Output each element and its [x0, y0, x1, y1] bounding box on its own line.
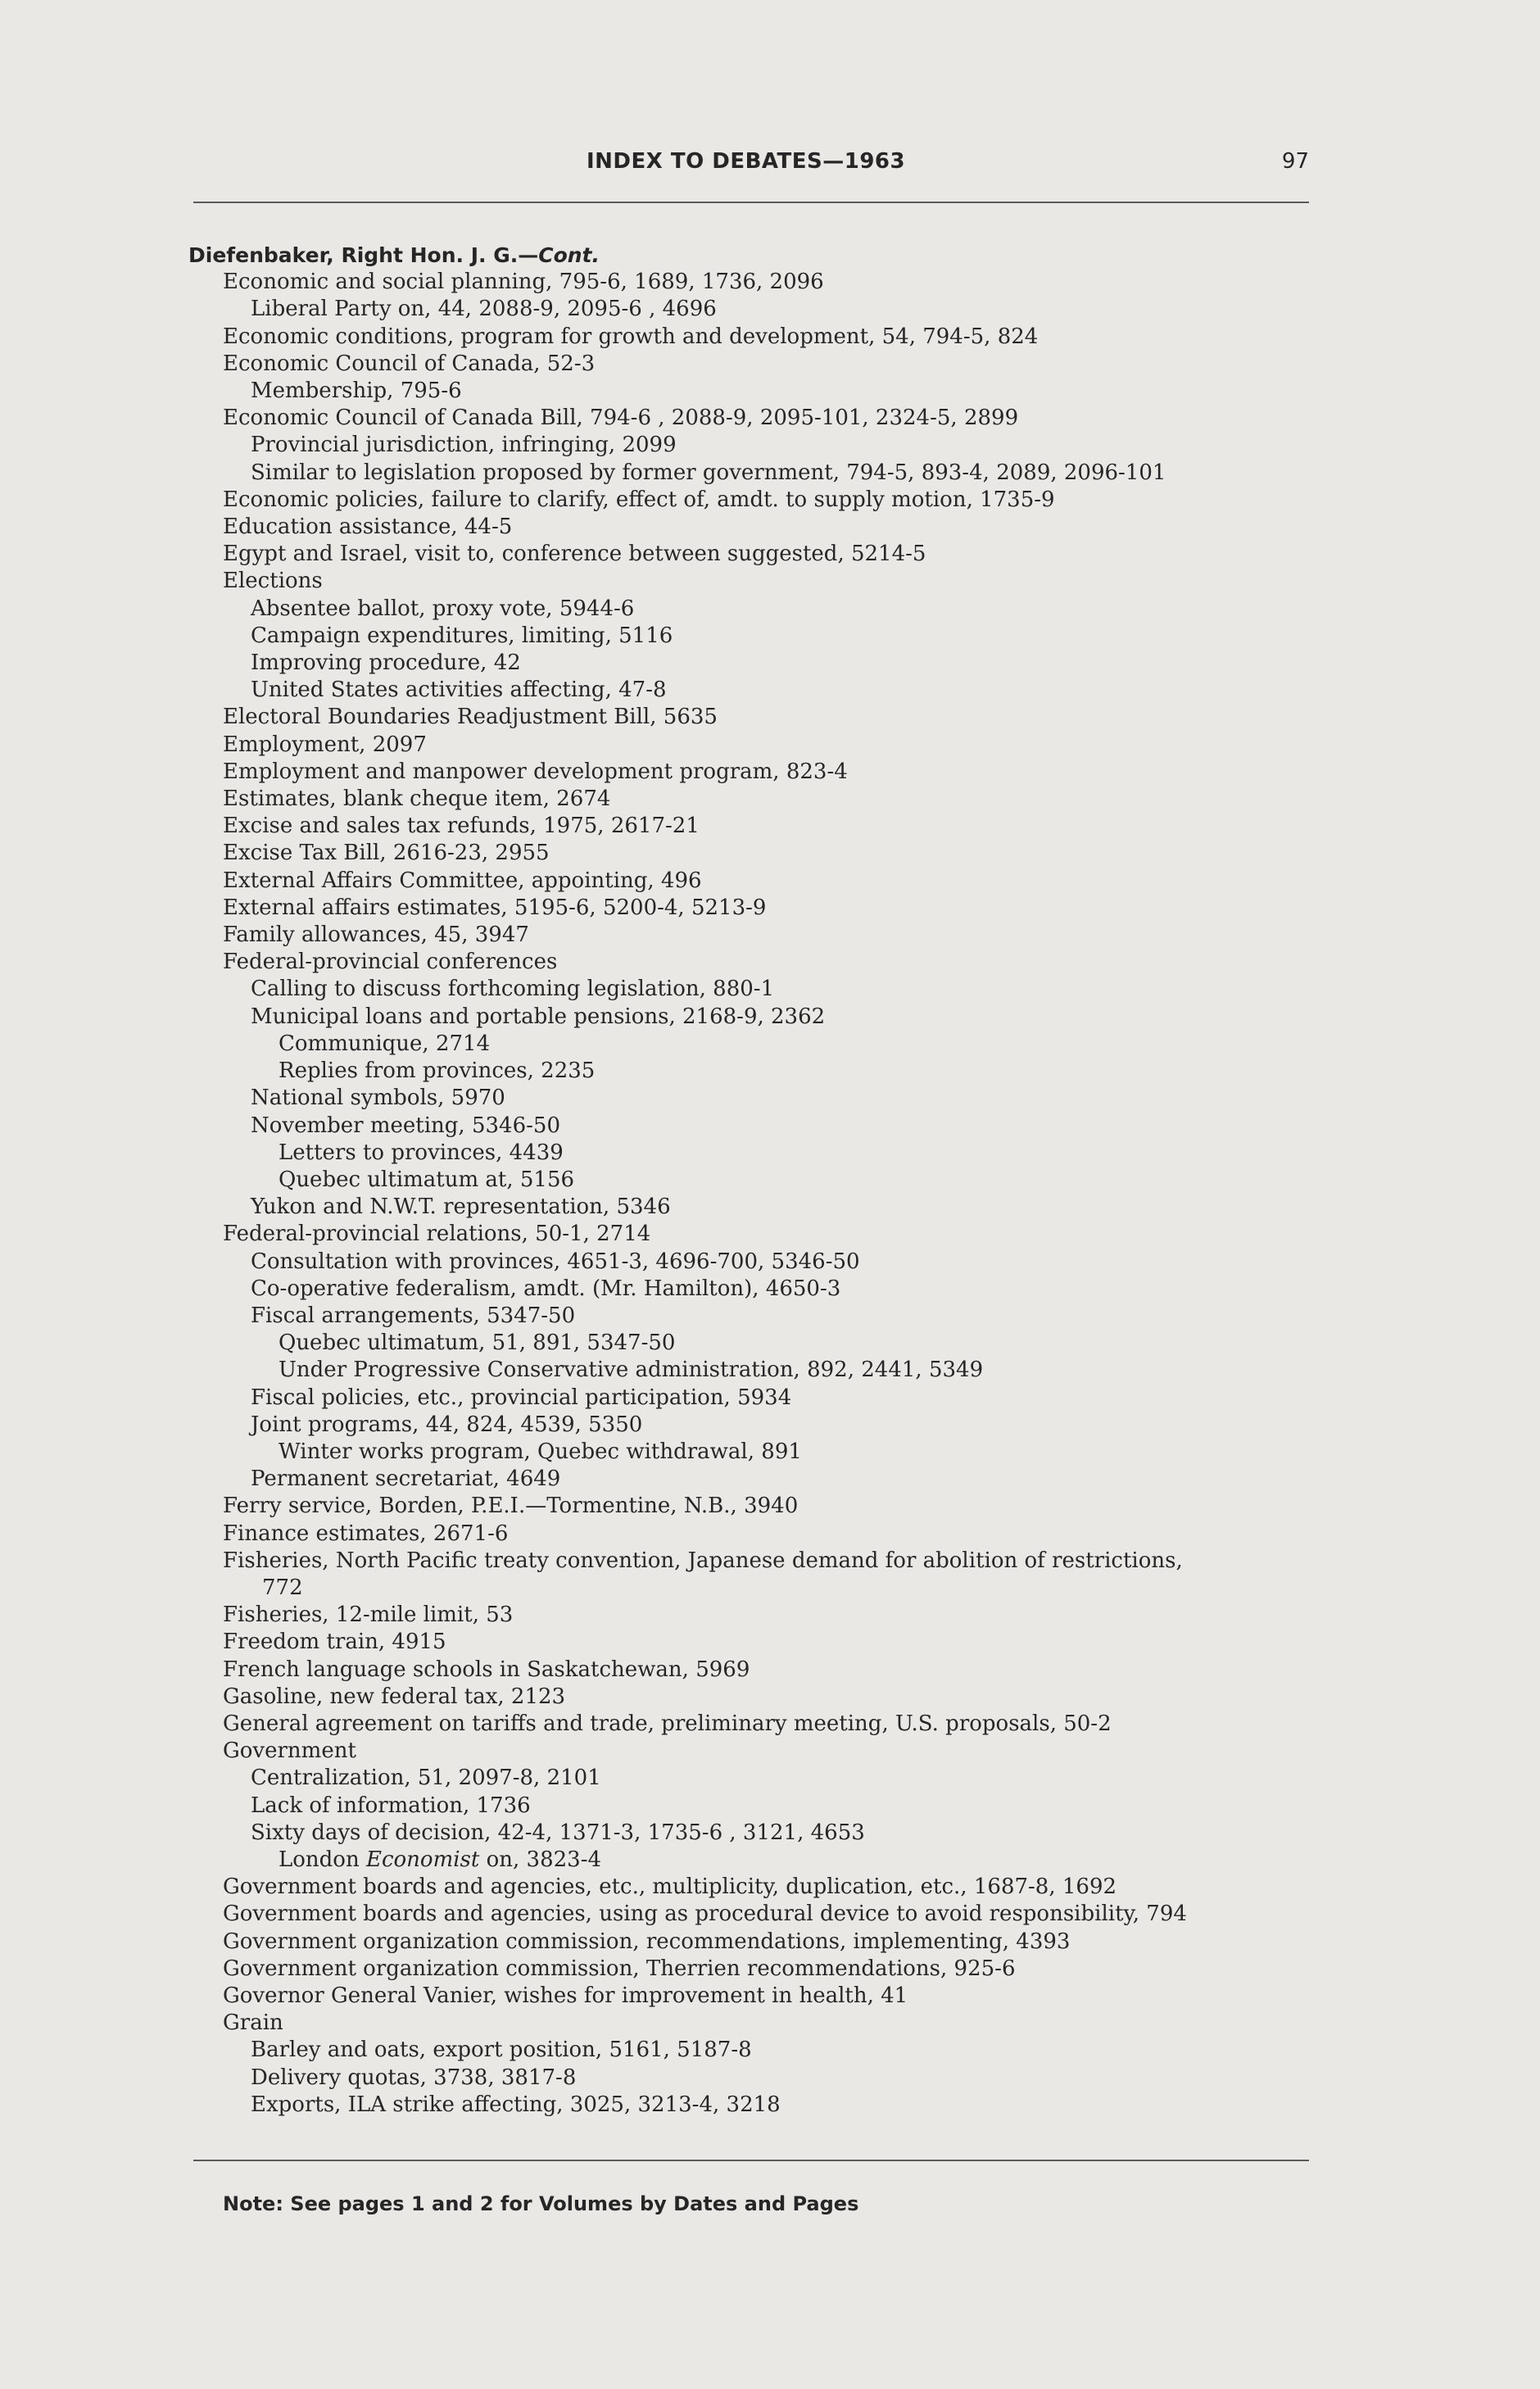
index-entry: Economic policies, failure to clarify, effect of, amdt. to supply motion, 1735-9 — [223, 487, 1055, 512]
index-entry: Communique, 2714 — [279, 1031, 491, 1056]
index-entry: London Economist on, 3823-4 — [279, 1847, 602, 1872]
index-entry: Quebec ultimatum, 51, 891, 5347-50 — [279, 1330, 676, 1356]
entry-heading: Diefenbaker, Right Hon. J. G.—Cont. — [188, 243, 600, 267]
index-entry: Government — [223, 1738, 356, 1764]
index-entry: Federal-provincial relations, 50-1, 2714 — [223, 1222, 651, 1247]
index-entry: Under Progressive Conservative administration, 892, 2441, 5349 — [279, 1358, 984, 1383]
index-entry: Winter works program, Quebec withdrawal, 891 — [279, 1439, 802, 1464]
index-entry: External Affairs Committee, appointing, 496 — [223, 868, 702, 893]
index-entry: Membership, 795-6 — [251, 379, 462, 404]
footer-note: Note: See pages 1 and 2 for Volumes by Dates and Pages — [223, 2192, 859, 2215]
index-entry: Barley and oats, export position, 5161, 5187-8 — [251, 2038, 752, 2063]
index-entry: Estimates, blank cheque item, 2674 — [223, 787, 611, 812]
index-entry: Replies from provinces, 2235 — [279, 1059, 596, 1084]
index-entry: Electoral Boundaries Readjustment Bill, 5635 — [223, 705, 718, 730]
index-entry: Family allowances, 45, 3947 — [223, 923, 529, 948]
index-entry: Centralization, 51, 2097-8, 2101 — [251, 1766, 601, 1791]
index-entry: Similar to legislation proposed by former government, 794-5, 893-4, 2089, 2096-101 — [251, 460, 1166, 485]
index-entry: Economic and social planning, 795-6, 1689, 1736, 2096 — [223, 270, 824, 295]
index-entry: National symbols, 5970 — [251, 1086, 505, 1111]
index-entry: External affairs estimates, 5195-6, 5200-4, 5213-9 — [223, 895, 767, 920]
index-entry: Lack of information, 1736 — [251, 1793, 531, 1818]
index-entry: Co-operative federalism, amdt. (Mr. Hamilton), 4650-3 — [251, 1276, 841, 1301]
index-entry: Absentee ballot, proxy vote, 5944-6 — [251, 596, 635, 621]
index-entry: Government organization commission, recommendations, implementing, 4393 — [223, 1929, 1071, 1954]
index-entry: Egypt and Israel, visit to, conference between suggested, 5214-5 — [223, 542, 926, 567]
page-header — [193, 149, 1309, 185]
index-entry: November meeting, 5346-50 — [251, 1113, 561, 1138]
index-entry: Employment and manpower development program, 823-4 — [223, 759, 848, 784]
index-entry: Exports, ILA strike affecting, 3025, 3213-4, 3218 — [251, 2092, 781, 2117]
page-number: 97 — [1281, 149, 1309, 174]
index-entry: Fiscal policies, etc., provincial participation, 5934 — [251, 1385, 792, 1410]
index-entry: Ferry service, Borden, P.E.I.—Tormentine, N.B., 3940 — [223, 1494, 799, 1519]
index-entries — [188, 242, 1319, 2119]
index-entry: Sixty days of decision, 42-4, 1371-3, 1735-6 , 3121, 4653 — [251, 1820, 865, 1845]
index-entry: Improving procedure, 42 — [251, 651, 521, 676]
index-entry: Yukon and N.W.T. representation, 5346 — [251, 1194, 671, 1220]
index-entry: Calling to discuss forthcoming legislation, 880-1 — [251, 977, 775, 1002]
index-entry: Employment, 2097 — [223, 732, 427, 757]
index-entry: Economic conditions, program for growth and development, 54, 794-5, 824 — [223, 324, 1039, 349]
index-entry: Governor General Vanier, wishes for improvement in health, 41 — [223, 1983, 908, 2008]
index-entry: Federal-provincial conferences — [223, 950, 558, 975]
index-entry: Joint programs, 44, 824, 4539, 5350 — [251, 1412, 643, 1437]
index-entry: 772 — [262, 1575, 303, 1600]
index-entry: Elections — [223, 569, 323, 594]
index-entry: Finance estimates, 2671-6 — [223, 1521, 509, 1546]
index-entry: Education assistance, 44-5 — [223, 515, 513, 540]
index-entry: Consultation with provinces, 4651-3, 4696-700, 5346-50 — [251, 1249, 860, 1274]
index-entry: Campaign expenditures, limiting, 5116 — [251, 623, 673, 648]
index-entry: Letters to provinces, 4439 — [279, 1140, 564, 1165]
index-entry: Government boards and agencies, etc., multiplicity, duplication, etc., 1687-8, 1692 — [223, 1874, 1117, 1900]
footer-rule — [193, 2160, 1309, 2161]
index-entry: Provincial jurisdiction, infringing, 2099 — [251, 433, 677, 458]
index-entry: Liberal Party on, 44, 2088-9, 2095-6 , 4696 — [251, 297, 717, 322]
index-entry: Gasoline, new federal tax, 2123 — [223, 1684, 566, 1709]
index-entry: Excise Tax Bill, 2616-23, 2955 — [223, 841, 550, 866]
index-entry: French language schools in Saskatchewan, 5969 — [223, 1657, 750, 1682]
index-entry: Grain — [223, 2010, 283, 2036]
index-entry: Government boards and agencies, using as procedural device to avoid responsibility, 794 — [223, 1902, 1187, 1927]
index-entry: Fisheries, North Pacific treaty convention, Japanese demand for abolition of restrictions, — [223, 1548, 1183, 1573]
index-entry: Freedom train, 4915 — [223, 1630, 446, 1655]
index-entry: Quebec ultimatum at, 5156 — [279, 1167, 575, 1192]
index-entry: Permanent secretariat, 4649 — [251, 1466, 561, 1492]
index-entry: Fisheries, 12-mile limit, 53 — [223, 1602, 514, 1628]
header-rule — [193, 202, 1309, 203]
index-entry: United States activities affecting, 47-8 — [251, 678, 667, 703]
index-entry: Economic Council of Canada, 52-3 — [223, 351, 596, 376]
index-entry: Government organization commission, Therrien recommendations, 925-6 — [223, 1956, 1016, 1981]
index-entry: Economic Council of Canada Bill, 794-6 , 2088-9, 2095-101, 2324-5, 2899 — [223, 406, 1019, 431]
page-title: INDEX TO DEBATES—1963 — [587, 149, 906, 174]
index-entry: Delivery quotas, 3738, 3817-8 — [251, 2065, 577, 2090]
index-entry: Excise and sales tax refunds, 1975, 2617-21 — [223, 814, 700, 839]
index-entry: Municipal loans and portable pensions, 2168-9, 2362 — [251, 1004, 826, 1029]
index-entry: Fiscal arrangements, 5347-50 — [251, 1303, 576, 1328]
index-entry: General agreement on tariffs and trade, preliminary meeting, U.S. proposals, 50-2 — [223, 1711, 1112, 1736]
